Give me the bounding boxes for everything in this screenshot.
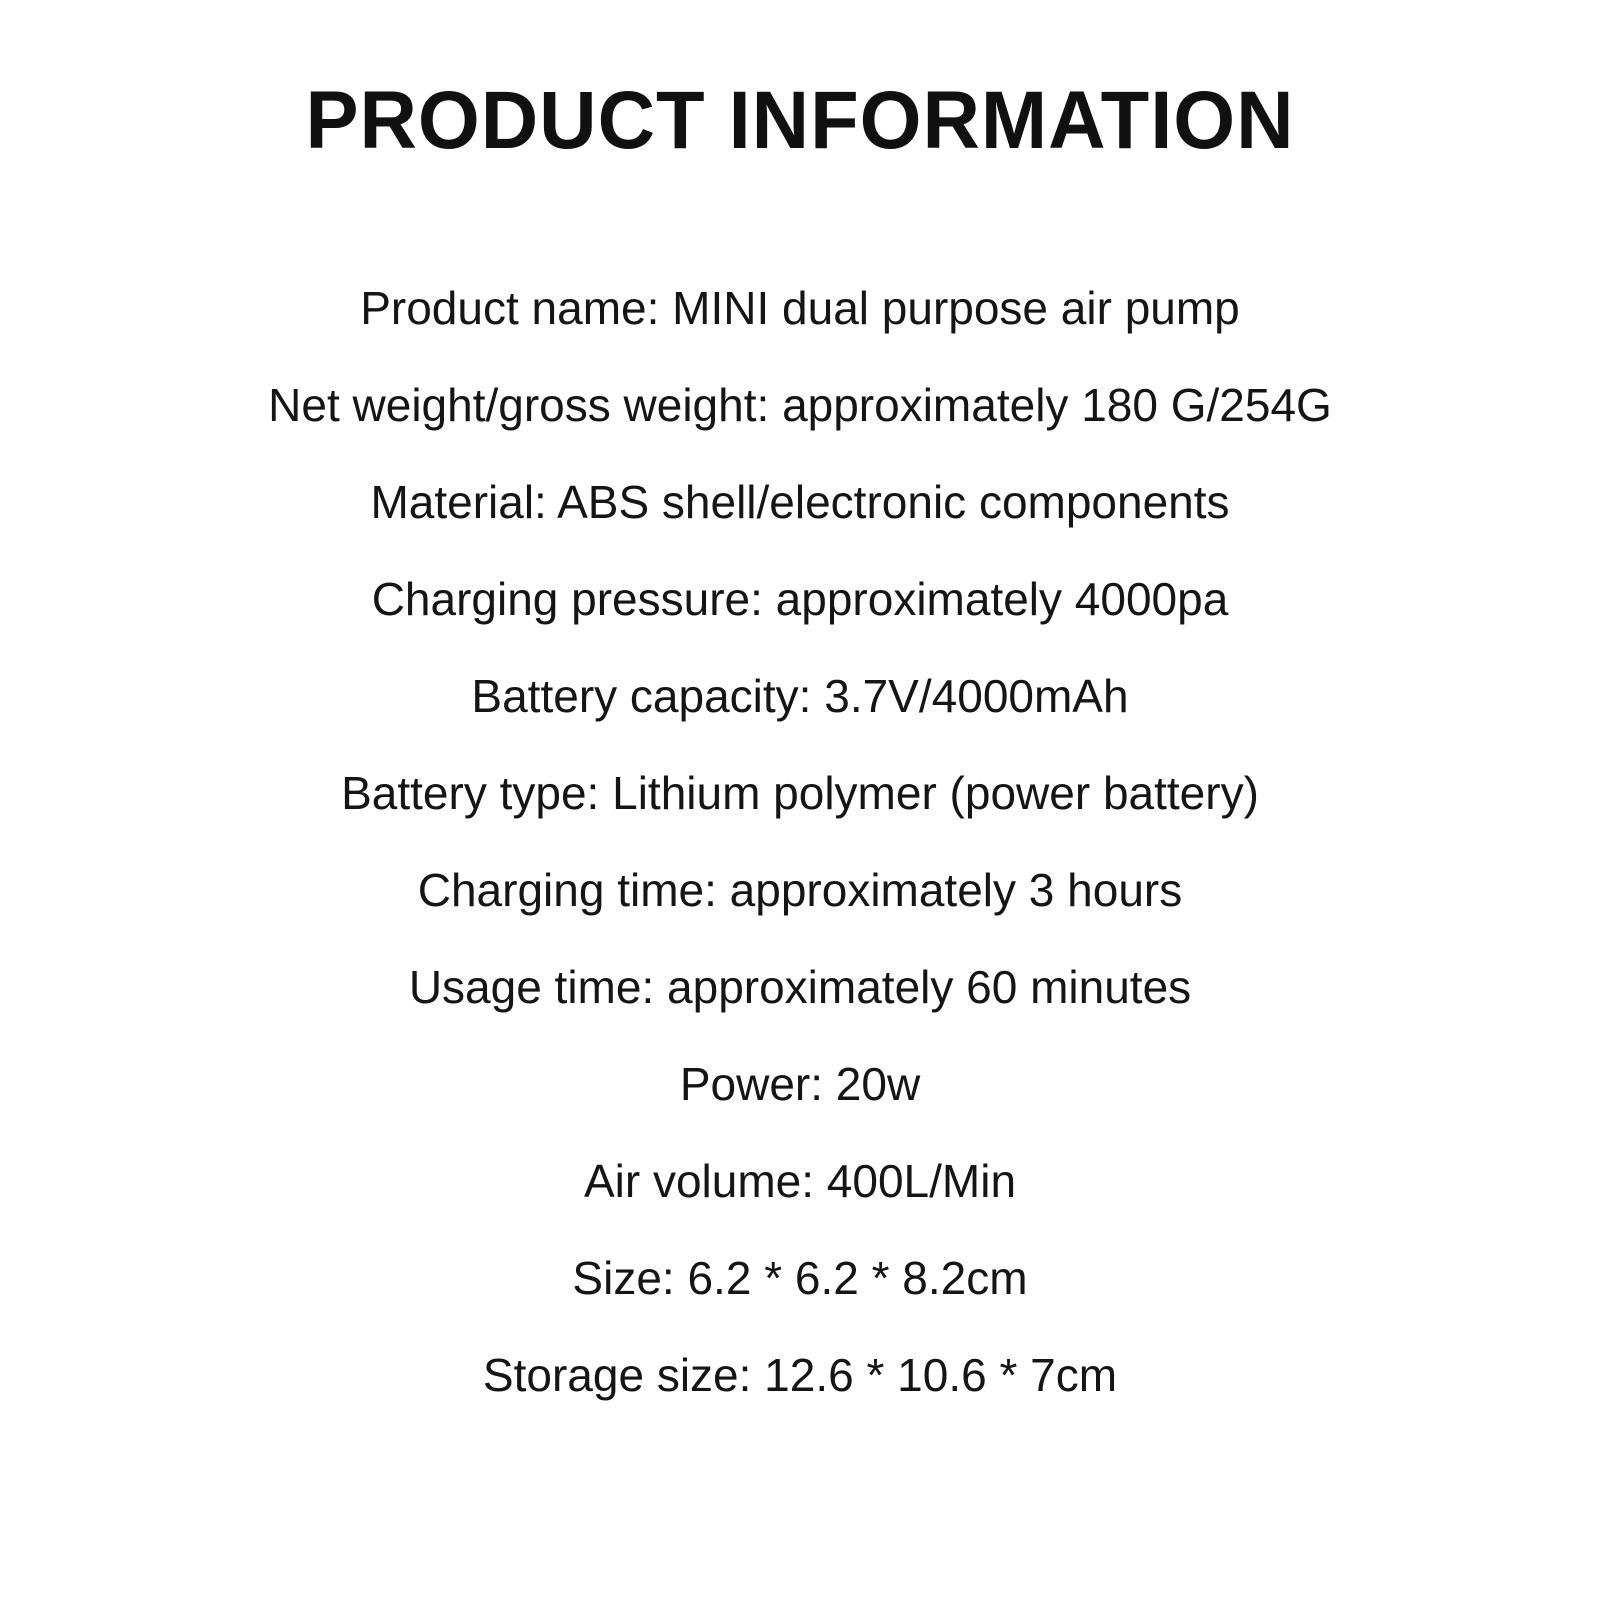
spec-line-net-weight: Net weight/gross weight: approximately 180 G/254G: [268, 378, 1332, 431]
page-title: PRODUCT INFORMATION: [305, 75, 1295, 166]
spec-line-material: Material: ABS shell/electronic components: [370, 475, 1230, 528]
spec-line-size: Size: 6.2 * 6.2 * 8.2cm: [572, 1251, 1028, 1304]
spec-line-usage-time: Usage time: approximately 60 minutes: [408, 960, 1192, 1013]
spec-line-power: Power: 20w: [679, 1057, 921, 1110]
spec-line-battery-capacity: Battery capacity: 3.7V/4000mAh: [471, 669, 1129, 722]
spec-line-battery-type: Battery type: Lithium polymer (power battery): [341, 766, 1259, 819]
spec-line-charging-pressure: Charging pressure: approximately 4000pa: [371, 572, 1229, 625]
spec-line-charging-time: Charging time: approximately 3 hours: [417, 863, 1183, 916]
spec-list: [0, 259, 1600, 1423]
spec-line-storage-size: Storage size: 12.6 * 10.6 * 7cm: [482, 1348, 1118, 1401]
spec-line-product-name: Product name: MINI dual purpose air pump: [360, 281, 1240, 334]
spec-line-air-volume: Air volume: 400L/Min: [583, 1154, 1017, 1207]
